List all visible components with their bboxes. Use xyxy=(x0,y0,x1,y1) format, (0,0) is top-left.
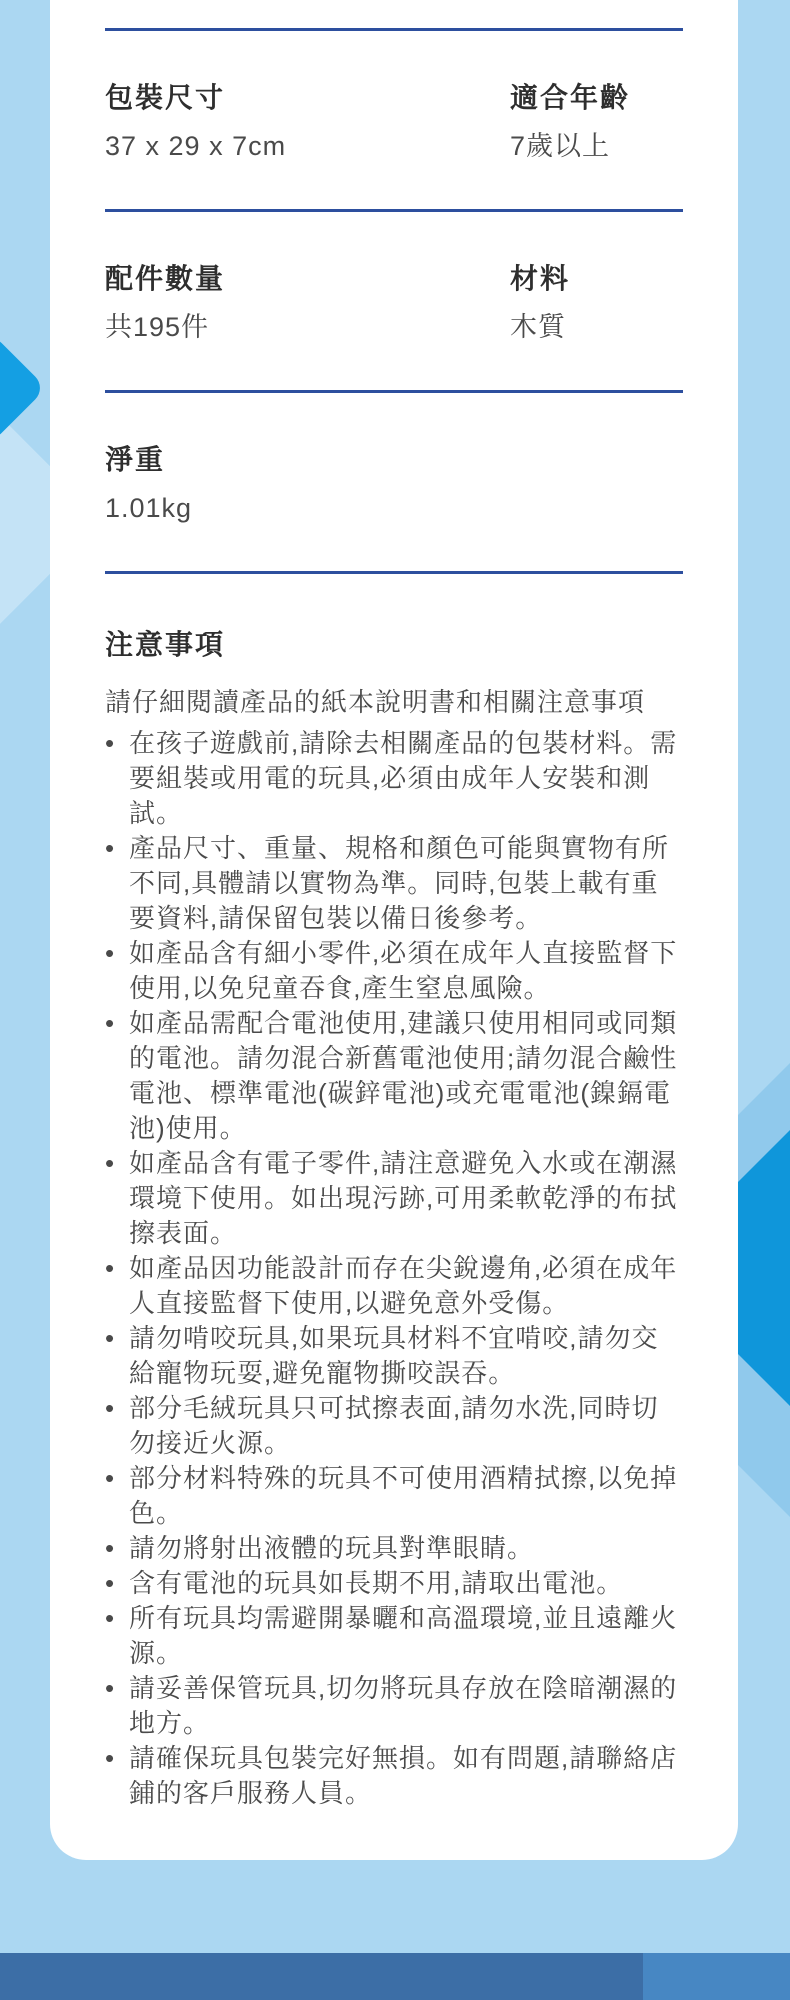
spec-label: 適合年齡 xyxy=(510,82,631,113)
spec-value: 1.01kg xyxy=(105,493,193,523)
notes-section xyxy=(105,574,683,1859)
spec-suitable-age xyxy=(510,83,683,161)
notes-intro: 請仔細閱讀產品的紙本說明書和相關注意事項 xyxy=(105,687,646,717)
spec-label: 淨重 xyxy=(105,444,166,475)
note-item: • 請確保玩具包裝完好無損。如有問題,請聯絡店鋪的客戶服務人員。 xyxy=(105,1741,683,1811)
note-item: • 在孩子遊戲前,請除去相關產品的包裝材料。需要組裝或用電的玩具,必須由成年人安裝和測試。 xyxy=(105,726,683,831)
note-item: • 請妥善保管玩具,切勿將玩具存放在陰暗潮濕的地方。 xyxy=(105,1671,683,1741)
spec-label: 包裝尺寸 xyxy=(105,82,226,113)
footer-band-right-segment xyxy=(643,1953,790,2000)
spec-piece-count xyxy=(105,264,510,342)
spec-value: 7歲以上 xyxy=(510,131,611,161)
spec-row-pieces-material xyxy=(105,212,683,390)
note-item: • 如產品需配合電池使用,建議只使用相同或同類的電池。請勿混合新舊電池使用;請勿混合鹼性電池、標準電池(碳鋅電池)或充電電池(鎳鎘電池)使用。 xyxy=(105,1006,683,1146)
spec-package-dimensions xyxy=(105,83,510,161)
spec-label: 材料 xyxy=(510,263,571,294)
note-item: • 產品尺寸、重量、規格和顏色可能與實物有所不同,具體請以實物為準。同時,包裝上載有重要資料,請保留包裝以備日後參考。 xyxy=(105,831,683,936)
spec-label: 配件數量 xyxy=(105,263,226,294)
note-item: • 含有電池的玩具如長期不用,請取出電池。 xyxy=(105,1566,683,1601)
footer-band xyxy=(0,1953,790,2000)
spec-value: 木質 xyxy=(510,312,566,342)
note-item: • 如產品含有細小零件,必須在成年人直接監督下使用,以免兒童吞食,產生窒息風險。 xyxy=(105,936,683,1006)
spec-row-dimensions-age xyxy=(105,31,683,209)
note-item: • 請勿啃咬玩具,如果玩具材料不宜啃咬,請勿交給寵物玩耍,避免寵物撕咬誤吞。 xyxy=(105,1321,683,1391)
notes-heading: 注意事項 xyxy=(105,629,226,660)
note-item: • 所有玩具均需避開暴曬和高溫環境,並且遠離火源。 xyxy=(105,1601,683,1671)
note-item: • 請勿將射出液體的玩具對準眼睛。 xyxy=(105,1531,683,1566)
note-item: • 如產品含有電子零件,請注意避免入水或在潮濕環境下使用。如出現污跡,可用柔軟乾淨的布拭擦表面。 xyxy=(105,1146,683,1251)
note-item: • 部分毛絨玩具只可拭擦表面,請勿水洗,同時切勿接近火源。 xyxy=(105,1391,683,1461)
spec-card xyxy=(50,0,738,1860)
note-item: • 部分材料特殊的玩具不可使用酒精拭擦,以免掉色。 xyxy=(105,1461,683,1531)
spec-value: 37 x 29 x 7cm xyxy=(105,131,287,161)
notes-list xyxy=(105,726,683,1811)
spec-row-net-weight xyxy=(105,393,683,571)
spec-value: 共195件 xyxy=(105,312,210,342)
spec-net-weight xyxy=(105,445,510,523)
spec-material xyxy=(510,264,683,342)
note-item: • 如產品因功能設計而存在尖銳邊角,必須在成年人直接監督下使用,以避免意外受傷。 xyxy=(105,1251,683,1321)
footer-band-left-segment xyxy=(0,1953,643,2000)
